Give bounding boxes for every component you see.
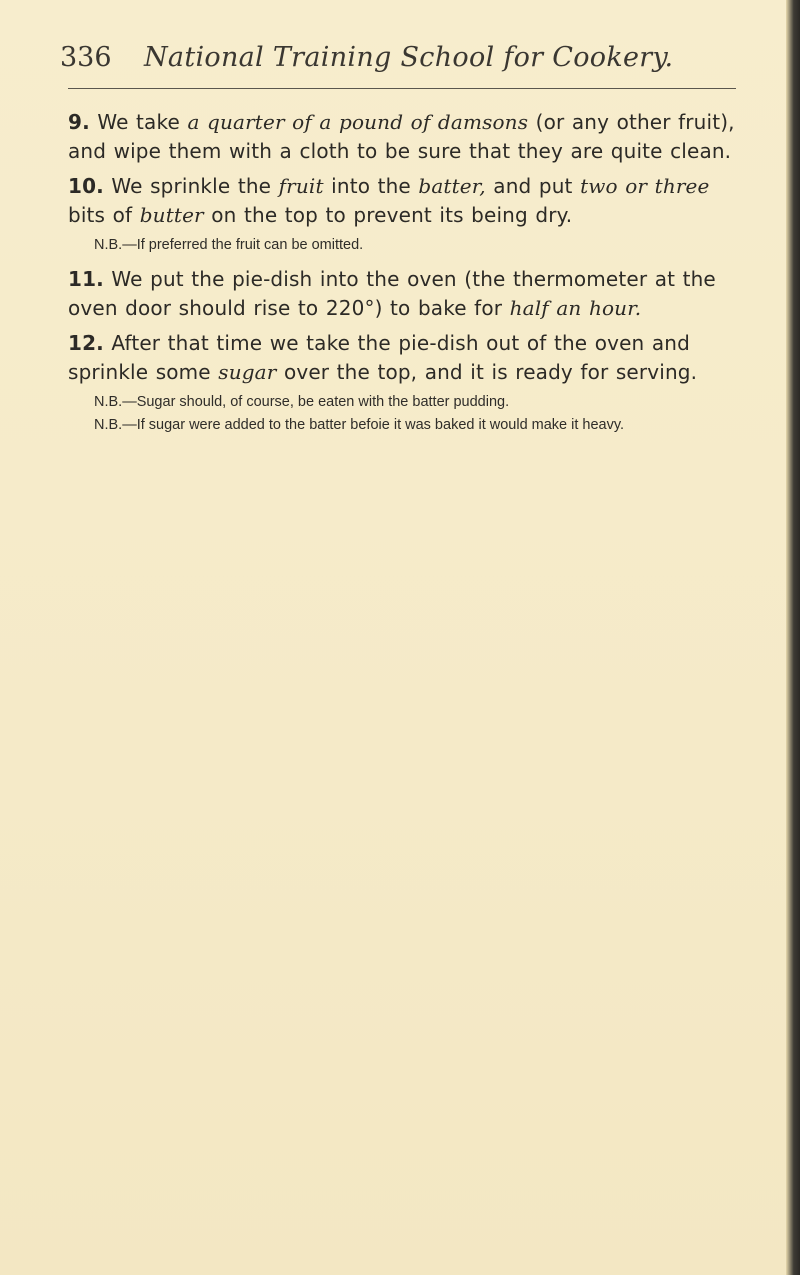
text-run: After that time we take the pie-dish out of the oven and sprinkle some: [68, 331, 690, 384]
header-rule: [68, 88, 736, 89]
page-number: 336: [60, 42, 112, 73]
step-9: [68, 108, 748, 166]
text-run: and put: [485, 174, 581, 198]
text-run: We put the pie-dish into the oven (the thermometer at the oven door should rise to 220°) to bake for: [68, 267, 716, 320]
step-11: [68, 265, 748, 323]
italic-run: sugar: [218, 360, 277, 384]
italic-run: batter,: [418, 174, 486, 198]
step-number: 9.: [68, 110, 90, 134]
text-run: We take: [89, 110, 188, 134]
italic-run: a quarter of a pound of damsons: [187, 110, 529, 134]
note-sugar-eaten: N.B.—Sugar should, of course, be eaten with the batter pudding.: [94, 394, 510, 410]
text-run: We sprinkle the: [103, 174, 279, 198]
text-run: over the top, and it is ready for serving.: [276, 360, 698, 384]
step-number: 11.: [68, 267, 104, 291]
running-title: National Training School for Cookery.: [144, 42, 674, 73]
running-header: [60, 42, 740, 80]
note-fruit-optional: N.B.—If preferred the fruit can be omitted.: [94, 237, 364, 253]
note-sugar-heavy: N.B.—If sugar were added to the batter befoie it was baked it would make it heavy.: [94, 417, 625, 433]
italic-run: butter: [139, 203, 204, 227]
step-number: 10.: [68, 174, 104, 198]
italic-run: fruit: [278, 174, 324, 198]
italic-run: two or three: [580, 174, 710, 198]
italic-run: half an hour.: [509, 296, 642, 320]
page-edge-shadow: [786, 0, 800, 1275]
text-run: into the: [323, 174, 419, 198]
text-run: on the top to prevent its being dry.: [203, 203, 573, 227]
step-number: 12.: [68, 331, 104, 355]
step-10: [68, 172, 748, 230]
text-run: bits of: [68, 203, 140, 227]
text-run: (or any other fruit), and wipe them with a cloth to be sure that they are quite clean.: [68, 110, 735, 163]
step-12: [68, 329, 748, 387]
recipe-steps: [68, 108, 748, 439]
